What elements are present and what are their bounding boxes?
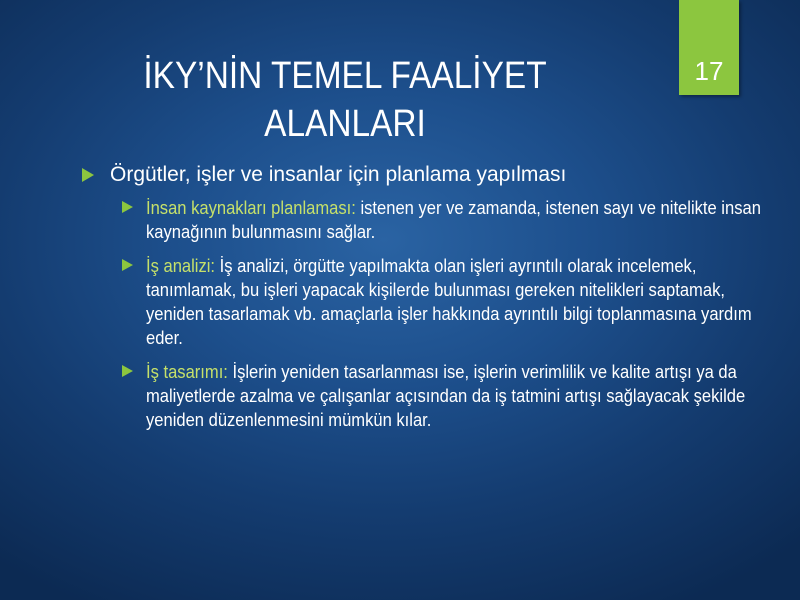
main-bullet-text: Örgütler, işler ve insanlar için planlama yapılması: [110, 163, 567, 186]
sub-bullet-text: istenen yer ve zamanda, istenen sayı ve nitelikte insan kaynağının bulunmasını sağlar.: [146, 198, 761, 242]
sub-bullet-body: [146, 360, 772, 432]
slide-content: [82, 162, 782, 442]
sub-bullet-text: İşlerin yeniden tasarlanması ise, işlerin verimlilik ve kalite artışı ya da maliyetlerde azalma ve çalışanlar açısından da iş tatmini artışı sağlayacak şekilde yeniden düzenlenmesini mümkün kılar.: [146, 362, 746, 430]
main-bullet: [82, 162, 782, 188]
page-number-badge: [679, 0, 739, 95]
slide-title: [121, 52, 570, 148]
sub-bullet-list: [82, 196, 782, 432]
sub-bullet-body: [146, 196, 772, 244]
triangle-bullet-icon: [122, 201, 133, 213]
triangle-bullet-icon: [82, 168, 94, 182]
page-number: 17: [694, 56, 724, 86]
triangle-bullet-icon: [122, 259, 133, 271]
sub-bullet-text: İş analizi, örgütte yapılmakta olan işleri ayrıntılı olarak incelemek, tanımlamak, bu işleri yapacak kişilerde bulunması gereken nitelikleri saptamak, yeniden tasarlamak vb. amaçlarla işler hakkında ayrıntılı bilgi toplanmasına yardım eder.: [146, 256, 752, 348]
title-line-1: İKY’NİN TEMEL FAALİYET: [143, 55, 547, 97]
triangle-bullet-icon: [122, 365, 133, 377]
sub-bullet-job-design: [122, 360, 782, 432]
sub-bullet-body: [146, 254, 772, 350]
sub-bullet-term: İş analizi:: [146, 256, 216, 276]
sub-bullet-job-analysis: [122, 254, 782, 350]
sub-bullet-hr-planning: [122, 196, 782, 244]
sub-bullet-term: İnsan kaynakları planlaması:: [146, 198, 356, 218]
sub-bullet-term: İş tasarımı:: [146, 362, 228, 382]
title-line-2: ALANLARI: [264, 103, 426, 145]
